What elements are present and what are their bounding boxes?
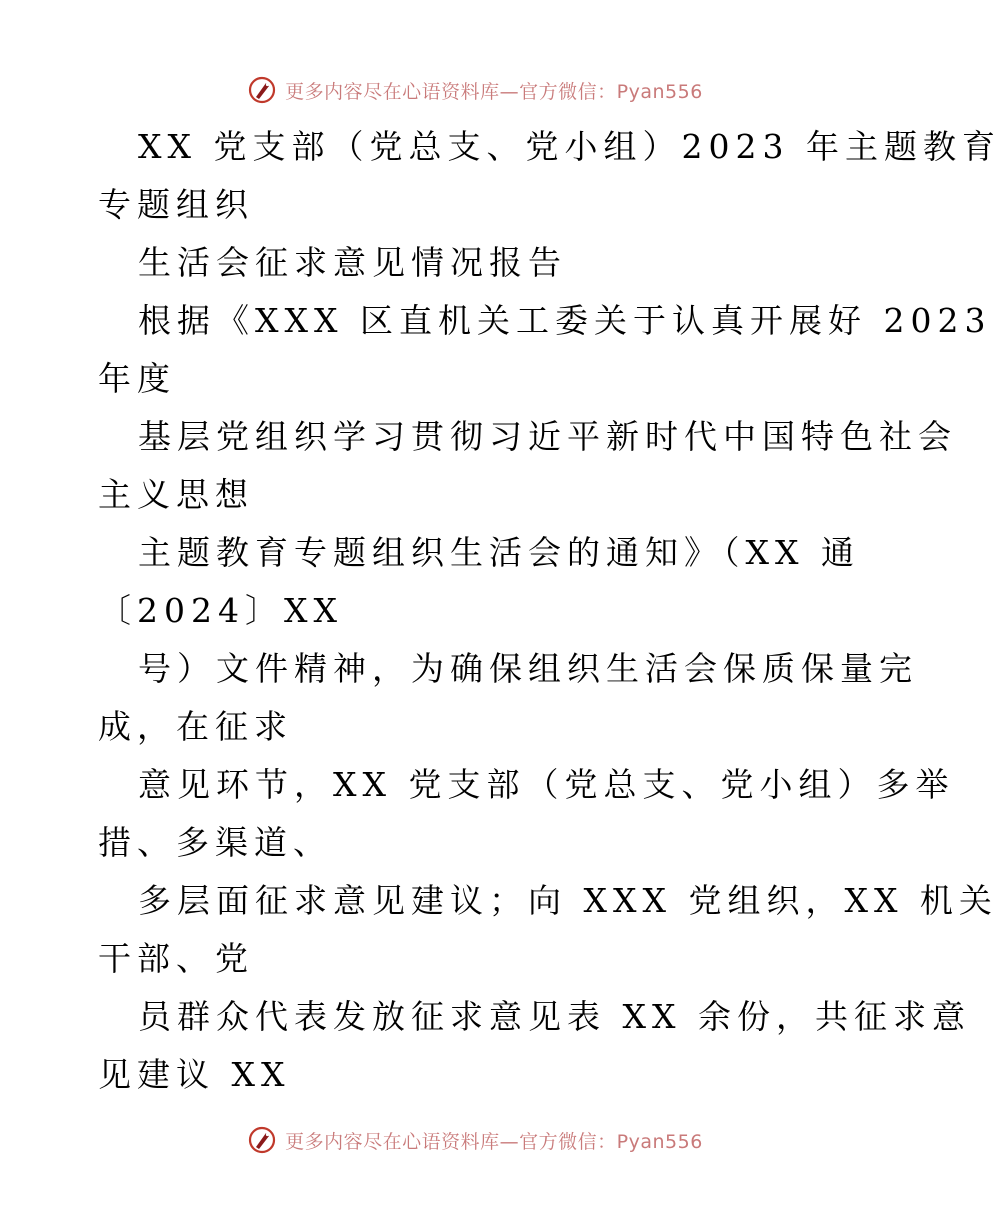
text-line: 根据《XXX 区直机关工委关于认真开展好 2023 bbox=[138, 301, 992, 340]
document-body bbox=[98, 118, 1001, 1104]
pen-nib-circle-icon bbox=[247, 75, 277, 105]
text-line: 主义思想 bbox=[98, 475, 254, 514]
pen-nib-circle-icon bbox=[247, 1125, 277, 1155]
watermark-text: 更多内容尽在心语资料库—官方微信：Pyan556 bbox=[285, 1130, 703, 1153]
footer-watermark bbox=[0, 1120, 950, 1160]
text-line: 见建议 XX bbox=[98, 1055, 291, 1094]
watermark-text: 更多内容尽在心语资料库—官方微信：Pyan556 bbox=[285, 80, 703, 103]
text-line: 多层面征求意见建议；向 XXX 党组织，XX 机关 bbox=[138, 881, 998, 920]
text-line: 生活会征求意见情况报告 bbox=[138, 243, 567, 282]
text-line: 意见环节，XX 党支部（党总支、党小组）多举 bbox=[138, 765, 955, 804]
text-line: 专题组织 bbox=[98, 185, 254, 224]
text-line: 干部、党 bbox=[98, 939, 254, 978]
text-line: 基层党组织学习贯彻习近平新时代中国特色社会 bbox=[138, 417, 957, 456]
header-watermark bbox=[0, 70, 950, 110]
text-line: 措、多渠道、 bbox=[98, 823, 332, 862]
text-line: 主题教育专题组织生活会的通知》（XX 通 bbox=[138, 533, 860, 572]
text-line: 号）文件精神，为确保组织生活会保质保量完 bbox=[138, 649, 918, 688]
text-line: 员群众代表发放征求意见表 XX 余份，共征求意 bbox=[138, 997, 971, 1036]
text-line: 年度 bbox=[98, 359, 176, 398]
text-line: 〔2024〕XX bbox=[98, 591, 343, 630]
text-line: 成，在征求 bbox=[98, 707, 293, 746]
text-line: XX 党支部（党总支、党小组）2023 年主题教育 bbox=[138, 127, 1001, 166]
